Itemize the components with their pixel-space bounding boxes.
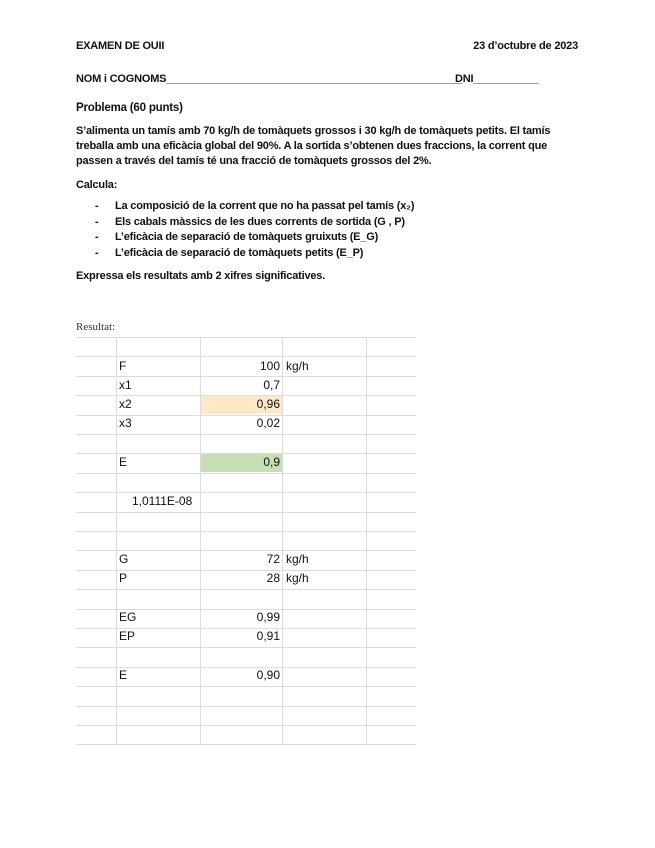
grid-line [76,531,416,532]
row-unit: kg/h [286,552,309,566]
row-value: 0,90 [256,668,280,682]
exam-date: 23 d’octubre de 2023 [473,40,578,52]
row-value: 28 [266,571,280,585]
task-item: - La composició de la corrent que no ha passat pel tamís (x₂) [95,200,415,212]
problem-statement: S’alimenta un tamís amb 70 kg/h de tomàquets grossos i 30 kg/h de tomàquets petits. El tamís treballa amb una eficàcia global del 90%. A la sortida s’obtenen dues fraccions, la corrent que passen a través del tamís té una fracció de tomàquets grossos del 2%. [76,125,551,167]
row-label: P [119,571,128,585]
grid-line [366,337,367,744]
row-label: E [119,668,128,682]
grid-line [76,686,416,687]
row-value: 0,9 [263,455,280,469]
grid-line [76,647,416,648]
grid-line [76,337,416,338]
instruction-text: Expressa els resultats amb 2 xifres significatives. [76,270,326,282]
grid-line [76,473,416,474]
task-item: - Els cabals màssics de les dues corrents de sortida (G , P) [95,215,405,228]
row-value: 100 [259,359,280,373]
row-label: E [119,455,128,469]
dni-field-line: DNI___________ [455,73,539,85]
row-label: x3 [119,416,132,430]
grid-line [76,434,416,435]
grid-line [282,337,283,744]
row-label: x2 [119,397,132,411]
grid-line [76,512,416,513]
result-label: Resultat: [76,321,116,333]
row-label: EG [119,610,137,624]
row-value: 0,02 [256,416,280,430]
grid-line [76,706,416,707]
row-value: 0,7 [263,378,280,392]
row-label: G [119,552,129,566]
row-value: 0,91 [256,629,280,643]
grid-line [76,589,416,590]
task-list [95,199,414,261]
row-value: 72 [266,552,280,566]
name-field-line: NOM i COGNOMS__________________________________________________ [76,73,463,85]
grid-line [76,492,416,493]
calcula-label: Calcula: [76,179,118,191]
row-unit: kg/h [286,359,309,373]
exam-title: EXAMEN DE OUII [76,40,165,52]
task-item: - L’eficàcia de separació de tomàquets gruixuts (E_G) [95,231,379,243]
spreadsheet-pasted [76,337,416,744]
row-label: F [119,359,127,373]
grid-line [116,337,117,744]
residual-value: 1,0111E-08 [132,494,193,508]
task-item: - L’eficàcia de separació de tomàquets petits (E_P) [95,246,364,259]
row-unit: kg/h [286,571,309,585]
row-value: 0,99 [256,610,280,624]
row-label: x1 [119,378,132,392]
row-label: EP [119,629,136,643]
row-value: 0,96 [256,397,280,411]
grid-line [76,744,416,745]
problem-heading: Problema (60 punts) [76,102,183,114]
grid-line [76,725,416,726]
